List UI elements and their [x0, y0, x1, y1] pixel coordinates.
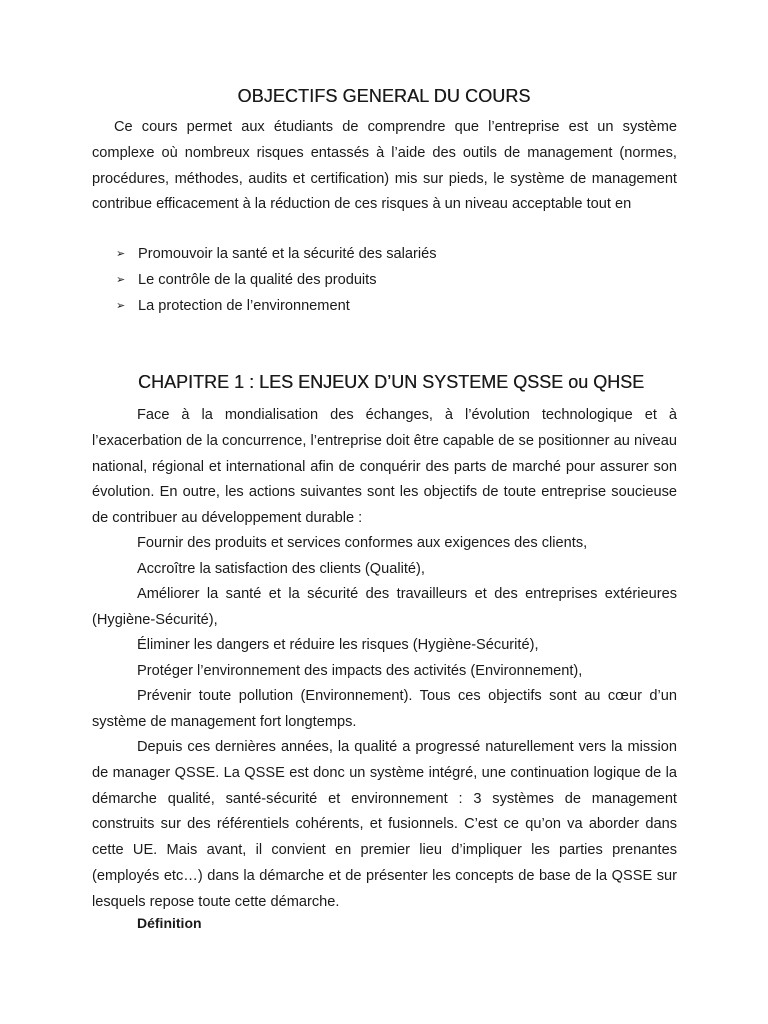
objectives-bullet-list — [116, 242, 437, 319]
bullet-text: La protection de l’environnement — [138, 297, 350, 314]
objective-item: Protéger l’environnement des impacts des activités (Environnement), — [137, 663, 583, 679]
course-objectives-title: OBJECTIFS GENERAL DU COURS — [237, 86, 531, 106]
list-item — [116, 268, 437, 294]
chapter-title: CHAPITRE 1 : LES ENJEUX D’UN SYSTEME QSSE ou QHSE — [138, 372, 645, 392]
list-item — [116, 294, 437, 320]
chapter-intro-paragraph: Face à la mondialisation des échanges, à l’évolution technologique et à l’exacerbation de la concurrence, l’entreprise doit être capable de se positionner au niveau national, régional et international afin de conquérir des parts de marché pour assurer son évolution. En outre, les actions suivantes sont les objectifs de toute entreprise soucieuse de contribuer au développement durable : — [92, 407, 677, 527]
list-item — [116, 242, 437, 268]
objective-item: Améliorer la santé et la sécurité des travailleurs et des entreprises extérieures (Hygiène-Sécurité), — [92, 586, 677, 628]
bullet-text: Le contrôle de la qualité des produits — [138, 271, 377, 288]
bullet-text: Promouvoir la santé et la sécurité des salariés — [138, 246, 437, 262]
qsse-paragraph: Depuis ces dernières années, la qualité a progressé naturellement vers la mission de manager QSSE. La QSSE est donc un système intégré, une continuation logique de la démarche qualité, santé-sécurité et environnement : 3 systèmes de management construits sur des référentiels cohérents, et fusionnels. C’est ce qu’on va aborder dans cette UE. Mais avant, il convient en premier lieu d’impliquer les parties prenantes (employés etc…) dans la démarche et de présenter les concepts de base de la QSSE sur lesquels repose toute cette démarche. — [92, 739, 677, 910]
objective-item: Fournir des produits et services conformes aux exigences des clients, — [137, 535, 588, 551]
objective-item: Accroître la satisfaction des clients (Qualité), — [137, 561, 425, 577]
arrow-bullet-icon: ➢ — [116, 273, 126, 286]
definition-heading: Définition — [137, 915, 202, 931]
objective-item: Éliminer les dangers et réduire les risques (Hygiène-Sécurité), — [137, 637, 539, 653]
arrow-bullet-icon: ➢ — [116, 299, 126, 312]
arrow-bullet-icon: ➢ — [116, 248, 126, 260]
objective-item: Prévenir toute pollution (Environnement). Tous ces objectifs sont au cœur d’un système de management fort longtemps. — [92, 688, 677, 730]
intro-paragraph: Ce cours permet aux étudiants de comprendre que l’entreprise est un système complexe où nombreux risques entassés à l’aide des outils de management (normes, procédures, méthodes, audits et certification) mis sur pieds, le système de management contribue efficacement à la réduction de ces risques à un niveau acceptable tout en — [92, 119, 677, 213]
